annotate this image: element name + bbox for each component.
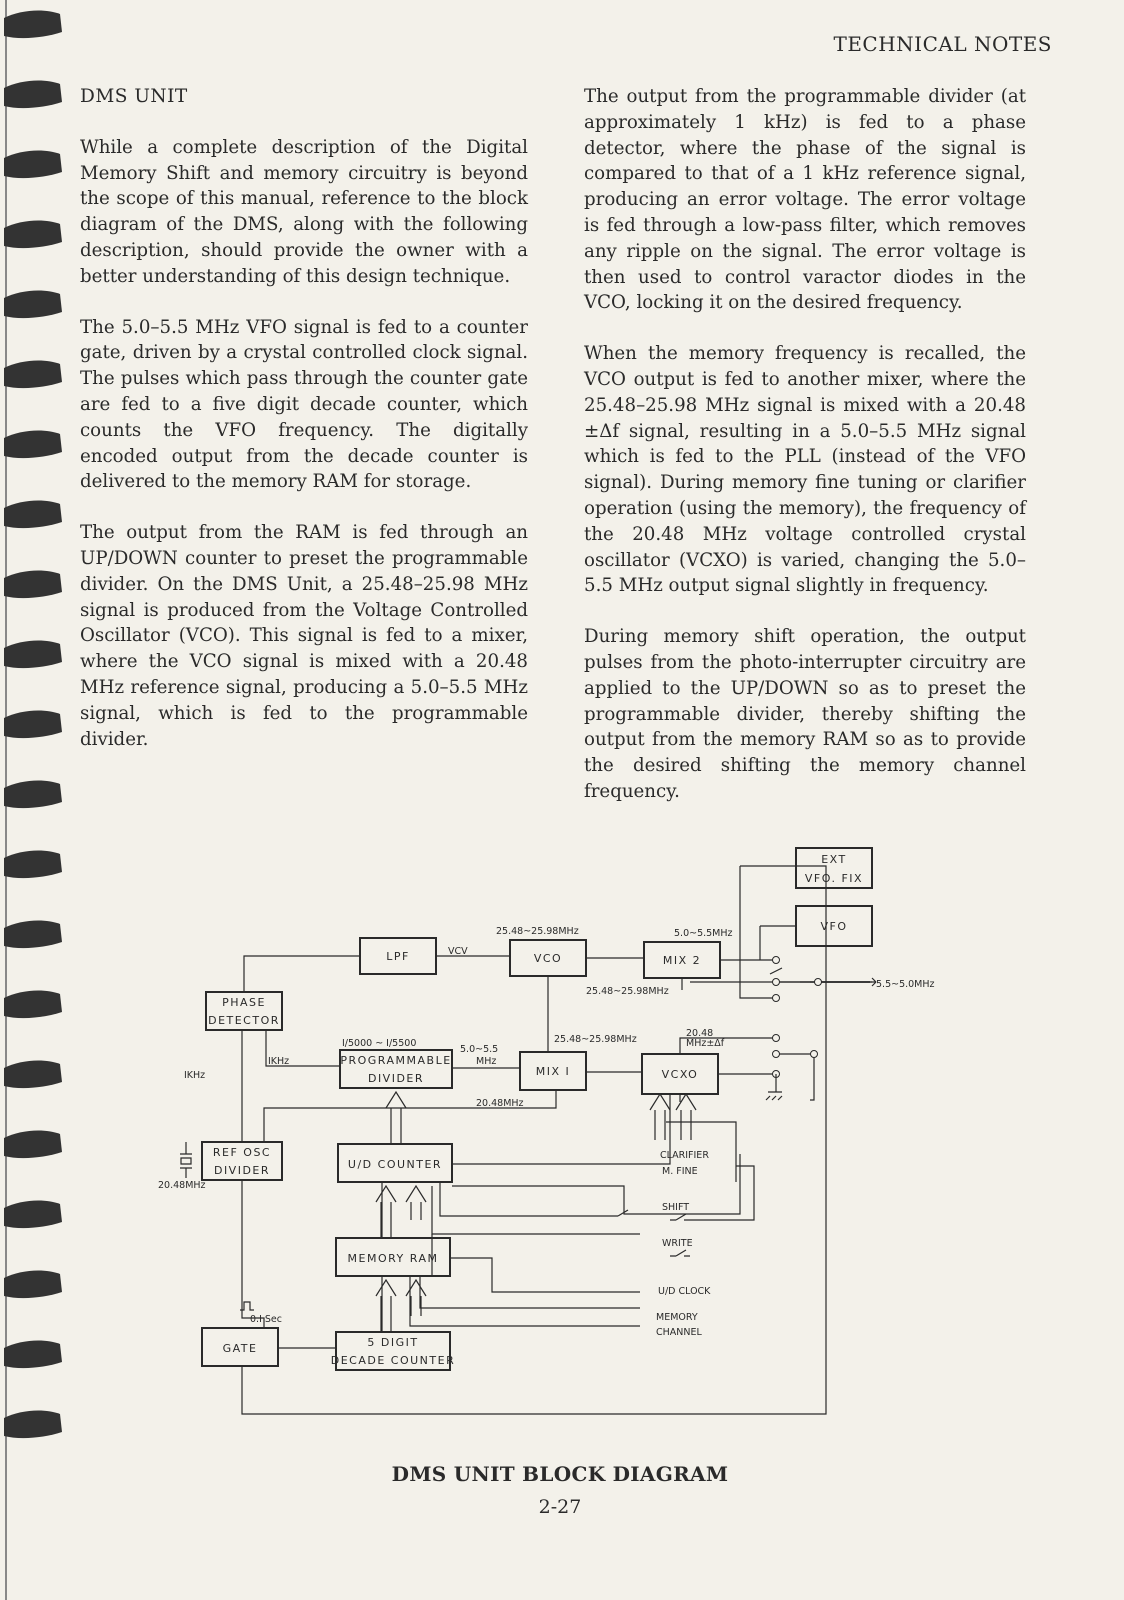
diagram-label: CLARIFIER bbox=[660, 1150, 709, 1161]
spiral-coil bbox=[4, 1061, 62, 1089]
paragraph: The 5.0–5.5 MHz VFO signal is fed to a counter gate, driven by a crystal controlled clock signal. The pulses which pass through the counter gate are fed to a five digit decade counter, which counts the VFO frequency. The digitally encoded output from the decade counter is delivered to the memory RAM for storage. bbox=[80, 316, 528, 493]
diagram-label: IKHz bbox=[268, 1056, 290, 1067]
diagram-label: I/5000 ~ I/5500 bbox=[342, 1038, 417, 1049]
vfo-label: VFO bbox=[820, 920, 848, 933]
paragraph: When the memory frequency is recalled, the VCO output is fed to another mixer, where the 25.48–25.98 MHz signal is mixed with a 20.48 ±Δf signal, resulting in a 5.0–5.5 MHz signal which is fed to the PLL (instead of the VFO signal). During memory fine tuning or clarifier operation (using the memory), the frequency of the 20.48 MHz voltage controlled crystal oscillator (VCXO) is varied, changing the 5.0–5.5 MHz output signal slightly in frequency. bbox=[584, 343, 1026, 597]
diagram-label: CHANNEL bbox=[656, 1327, 702, 1338]
paragraph: While a complete description of the Digital Memory Shift and memory circuitry is beyond the scope of this manual, reference to the block diagram of the DMS, along with the following description, should provide the owner with a better understanding of this design technique. bbox=[80, 136, 528, 287]
section-title: DMS UNIT bbox=[80, 86, 188, 107]
arrow bbox=[406, 1186, 426, 1220]
diagram-label: M. FINE bbox=[662, 1166, 698, 1177]
arrow bbox=[386, 1092, 406, 1144]
phase-detector-label: PHASE bbox=[222, 996, 266, 1009]
spiral-coil bbox=[4, 291, 62, 319]
spiral-coil bbox=[4, 501, 62, 529]
diagram-label: SHIFT bbox=[662, 1202, 690, 1213]
arrow bbox=[406, 1280, 426, 1316]
spiral-coil bbox=[4, 361, 62, 389]
mix2-label: MIX 2 bbox=[662, 954, 702, 967]
diagram-label: MHz bbox=[476, 1056, 497, 1067]
ext-vfo-label: EXT bbox=[821, 853, 847, 866]
spiral-coil bbox=[4, 571, 62, 599]
spiral-coil bbox=[4, 781, 62, 809]
ref-osc-divider-label: DIVIDER bbox=[213, 1164, 271, 1177]
diagram-caption: DMS UNIT BLOCK DIAGRAM bbox=[391, 1462, 729, 1486]
paragraph: During memory shift operation, the output pulses from the photo-interrupter circuitry are applied to the UP/DOWN so as to preset the programmable divider, thereby shifting the output from the memory RAM so as to provide the desired shifting the memory channel frequency. bbox=[584, 626, 1026, 802]
crystal-symbol bbox=[180, 1142, 192, 1178]
diagram-label: IKHz bbox=[184, 1070, 206, 1081]
diagram-label: U/D CLOCK bbox=[658, 1286, 711, 1297]
vcxo-label: VCXO bbox=[661, 1068, 699, 1081]
gate-label: GATE bbox=[222, 1342, 258, 1355]
spiral-coil bbox=[4, 151, 62, 179]
diagram-label: 25.48~25.98MHz bbox=[554, 1034, 637, 1045]
spiral-coil bbox=[4, 1411, 62, 1439]
memory-ram-label: MEMORY RAM bbox=[347, 1252, 439, 1265]
right-column bbox=[584, 84, 1026, 830]
diagram-label: 20.48MHz bbox=[476, 1098, 524, 1109]
diagram-label: 25.48~25.98MHz bbox=[586, 986, 669, 997]
diagram-label: WRITE bbox=[662, 1238, 693, 1249]
spiral-coil bbox=[4, 1201, 62, 1229]
spiral-coil bbox=[4, 221, 62, 249]
paragraph: The output from the RAM is fed through an UP/DOWN counter to preset the programmable divider. On the DMS Unit, a 25.48–25.98 MHz signal is produced from the Voltage Controlled Oscillator (VCO). This signal is fed to a mixer, where the VCO signal is mixed with a 20.48 MHz reference signal, producing a 5.0–5.5 MHz signal, which is fed to the programmable divider. bbox=[80, 522, 528, 750]
switch-contacts bbox=[766, 957, 822, 1101]
decade-counter-label: 5 DIGIT bbox=[367, 1336, 419, 1349]
spiral-coil bbox=[4, 641, 62, 669]
ref-osc-divider-label: REF OSC bbox=[212, 1146, 272, 1159]
arrow bbox=[376, 1280, 396, 1332]
ext-vfo-label: VFO. FIX bbox=[804, 872, 864, 885]
decade-counter-label: DECADE COUNTER bbox=[330, 1354, 456, 1367]
diagram-label: 20.48MHz bbox=[158, 1180, 206, 1191]
diagram-label: VCV bbox=[448, 946, 468, 957]
diagram-label: 5.0~5.5 bbox=[460, 1044, 499, 1055]
paragraph: The output from the programmable divider (at approximately 1 kHz) is fed to a phase detector, where the phase of the signal is compared to that of a 1 kHz reference signal, producing an error voltage. The error voltage is fed through a low-pass filter, which removes any ripple on the signal. The error voltage is then used to control varactor diodes in the VCO, locking it on the desired frequency. bbox=[584, 86, 1026, 314]
programmable-divider-label: PROGRAMMABLE bbox=[340, 1054, 452, 1067]
spiral-coil bbox=[4, 431, 62, 459]
output-frequency-label: 5.5~5.0MHz bbox=[876, 979, 935, 990]
diagram-label: 0.I Sec bbox=[250, 1314, 282, 1325]
diagram-label: 20.48 bbox=[686, 1028, 714, 1039]
left-column bbox=[80, 84, 528, 777]
ud-counter-label: U/D COUNTER bbox=[347, 1158, 443, 1171]
spiral-coil bbox=[4, 711, 62, 739]
lpf-label: LPF bbox=[386, 950, 410, 963]
dms-block-diagram bbox=[150, 840, 970, 1430]
spiral-coil bbox=[4, 1131, 62, 1159]
diagram-label: MHz±Δf bbox=[686, 1038, 725, 1049]
arrow bbox=[376, 1186, 396, 1238]
spiral-coil bbox=[4, 11, 62, 39]
diagram-label: MEMORY bbox=[656, 1312, 698, 1323]
spiral-binding bbox=[0, 0, 80, 1600]
spiral-coil bbox=[4, 1271, 62, 1299]
arrow bbox=[650, 1094, 670, 1140]
mix1-label: MIX I bbox=[535, 1065, 571, 1078]
vco-label: VCO bbox=[533, 952, 563, 965]
spiral-coil bbox=[4, 991, 62, 1019]
programmable-divider-label: DIVIDER bbox=[367, 1072, 425, 1085]
page-header: TECHNICAL NOTES bbox=[833, 32, 1052, 56]
switch-symbol bbox=[670, 1250, 690, 1256]
spiral-coil bbox=[4, 921, 62, 949]
signal-line bbox=[690, 1166, 754, 1220]
page-number: 2-27 bbox=[538, 1496, 582, 1518]
diagram-label: 25.48~25.98MHz bbox=[496, 926, 579, 937]
spiral-coil bbox=[4, 851, 62, 879]
diagram-label: 5.0~5.5MHz bbox=[674, 928, 733, 939]
arrow bbox=[676, 1094, 696, 1140]
switch-symbol bbox=[670, 1214, 690, 1220]
spiral-coil bbox=[4, 81, 62, 109]
phase-detector-label: DETECTOR bbox=[208, 1014, 280, 1027]
spiral-coil bbox=[4, 1341, 62, 1369]
